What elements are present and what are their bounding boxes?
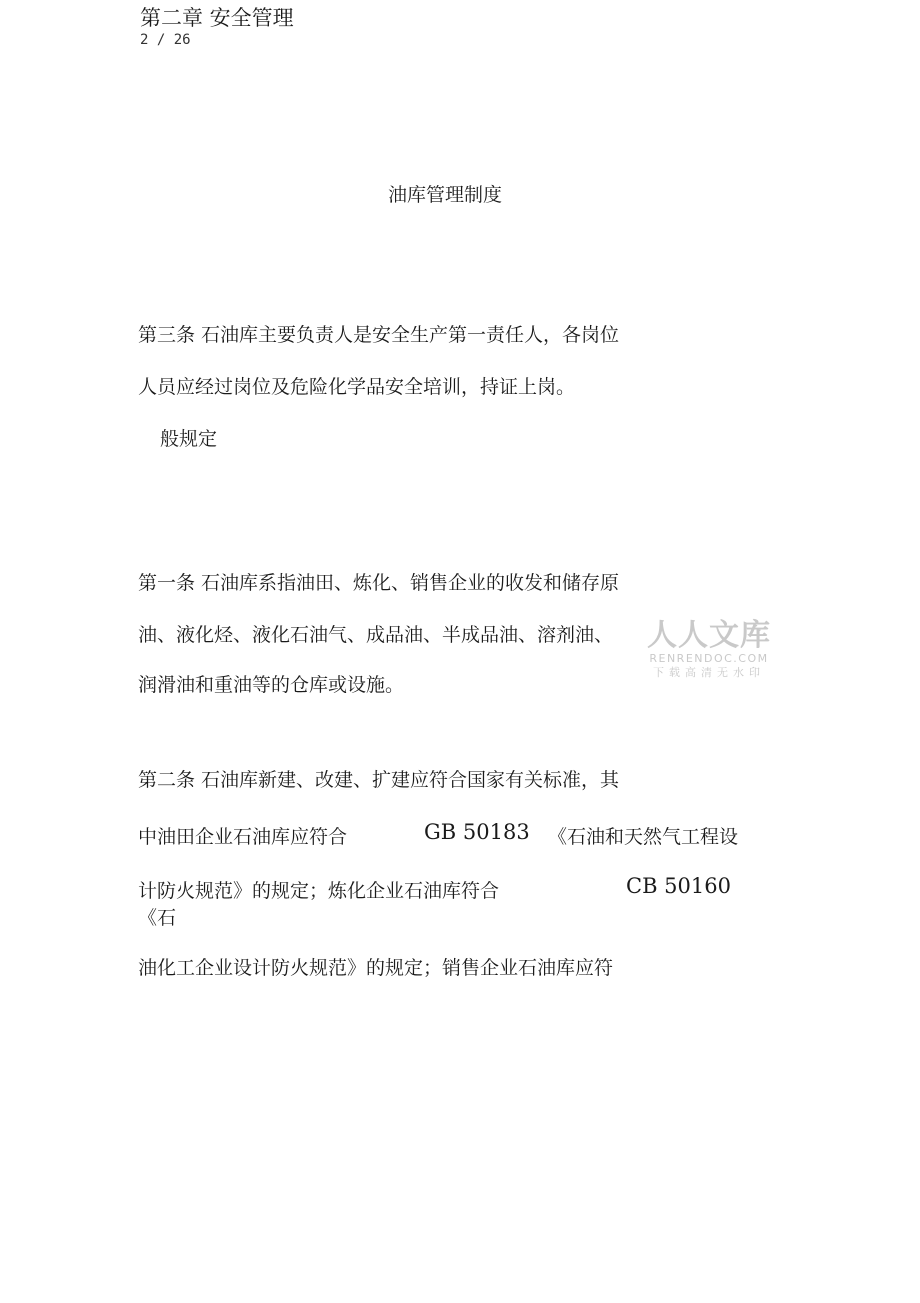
article-2-line-2-standard-code: GB 50183 (424, 820, 530, 844)
article-2-line-3-text-a: 计防火规范》的规定；炼化企业石油库符合 (138, 880, 500, 902)
watermark-logo (644, 620, 774, 680)
article-2-line-2-text-a: 中油田企业石油库应符合 (138, 826, 348, 848)
watermark-slogan: 下载高清无水印 (653, 666, 765, 679)
chapter-heading: 第二章 安全管理 (140, 6, 294, 30)
article-1-line-1: 第一条 石油库系指油田、炼化、销售企业的收发和储存原 (138, 572, 620, 594)
watermark-brand: 人人文库 (647, 618, 771, 653)
page-indicator: 2 / 26 (140, 32, 191, 48)
article-2-line-4: 油化工企业设计防火规范》的规定；销售企业石油库应符 (138, 957, 614, 979)
article-3-line-1: 第三条 石油库主要负责人是安全生产第一责任人，各岗位 (138, 324, 620, 346)
article-3-line-2: 人员应经过岗位及危险化学品安全培训，持证上岗。 (138, 376, 576, 398)
article-2-line-2-text-b: 《石油和天然气工程设 (548, 826, 739, 848)
article-2-line-3-standard-code: CB 50160 (626, 874, 731, 898)
document-title: 油库管理制度 (388, 184, 503, 206)
article-1-line-3: 润滑油和重油等的仓库或设施。 (138, 674, 405, 696)
article-2-line-3-text-b: 《石 (138, 907, 177, 929)
article-2-line-1: 第二条 石油库新建、改建、扩建应符合国家有关标准，其 (138, 769, 620, 791)
watermark-domain: RENRENDOC.COM (649, 652, 769, 665)
general-provisions-heading: 般规定 (160, 428, 218, 450)
article-1-line-2: 油、液化烃、液化石油气、成品油、半成品油、溶剂油、 (138, 624, 614, 646)
